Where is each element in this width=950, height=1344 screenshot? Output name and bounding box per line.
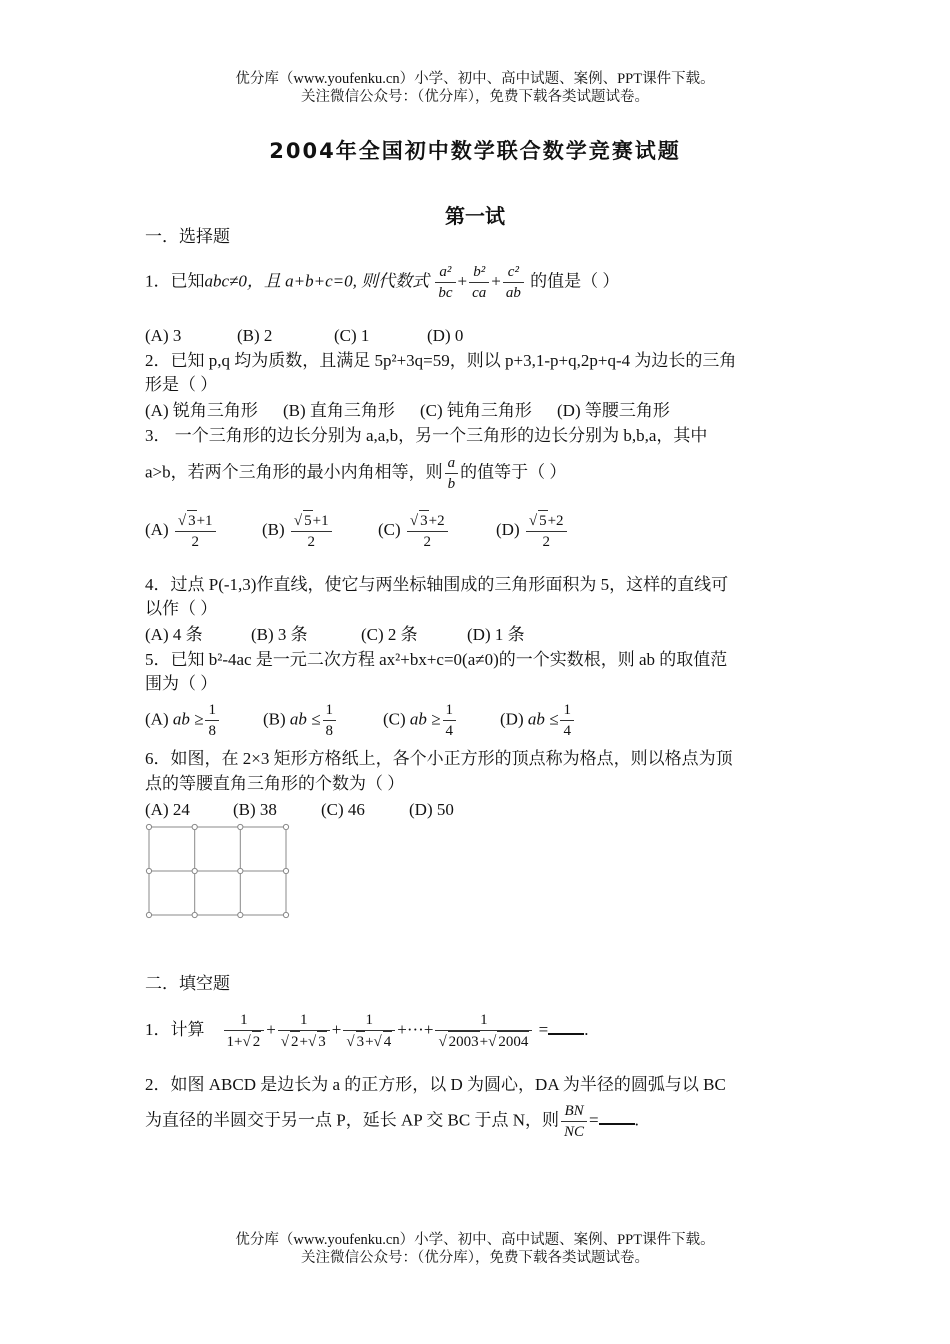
lattice-point <box>238 912 243 917</box>
f2-answer-blank <box>599 1109 635 1125</box>
lattice-point <box>283 868 288 873</box>
q4-option-b: (B) 3 条 <box>251 625 308 644</box>
q6-option-a: (A) 24 <box>145 800 190 819</box>
q6-option-d: (D) 50 <box>409 800 454 819</box>
q2-option-d: (D) 等腰三角形 <box>557 401 670 420</box>
q2-options <box>145 400 670 422</box>
exam-subtitle: 第一试 <box>445 204 505 228</box>
q1-option-c: (C) 1 <box>334 326 370 345</box>
q6-option-b: (B) 38 <box>233 800 277 819</box>
q6-line-1: 6．如图，在 2×3 矩形方格纸上，各个小正方形的顶点称为格点，则以格点为顶 <box>145 749 733 768</box>
lattice-point <box>146 868 151 873</box>
q1-term-3: $\frac{\text{c²}}{ab}$ <box>503 262 524 303</box>
exam-title: 2004年全国初中数学联合数学竞赛试题 <box>269 139 681 163</box>
lattice-point <box>238 824 243 829</box>
q5-option-b: (B) ab ≤ $\frac{1}{8}$ <box>263 700 383 741</box>
f1-term-1: $\frac{1}{1+√ 2}$ <box>224 1010 265 1052</box>
q2-line-2: 形是（ ） <box>145 375 218 394</box>
q1-option-a: (A) 3 <box>145 326 182 345</box>
grid-figure <box>144 822 294 922</box>
lattice-point <box>283 912 288 917</box>
lattice-point <box>146 912 151 917</box>
q5-option-a: (A) ab ≥ $\frac{1}{8}$ <box>145 700 263 741</box>
f1-answer-blank <box>548 1019 584 1035</box>
q3-option-a: (A) $\frac{√ 3+1}{2}$ <box>145 510 262 552</box>
q5-option-c: (C) ab ≥ $\frac{1}{4}$ <box>383 700 500 741</box>
q4-options <box>145 624 525 646</box>
q5-line-2: 围为（ ） <box>145 674 218 693</box>
q5-options <box>145 700 576 741</box>
f1-term-3: $\frac{1}{√ 3+√ 4}$ <box>343 1010 395 1052</box>
q3-options <box>145 510 569 552</box>
f2-line-2: 为直径的半圆交于另一点 P，延长 AP 交 BC 于点 N，则 $\frac{BN}{NC}$ = . <box>145 1103 639 1140</box>
q5-line-1: 5．已知 b²-4ac 是一元二次方程 ax²+bx+c=0(a≠0)的一个实数根，则 ab 的取值范 <box>145 650 728 669</box>
lattice-point <box>192 824 197 829</box>
q4-option-a: (A) 4 条 <box>145 625 203 644</box>
question-1: 1．已知abc≠0，且 a+b+c=0, 则代数式 $\frac{\text{a²}}{bc}$ + $\frac{\text{b²}}{ca}$ + $\frac{\text{c²}}{ab}$ 的值是（ ） <box>145 264 620 301</box>
q1-prefix: 1．已知 <box>145 271 205 291</box>
footer-line-1: 优分库（www.youfenku.cn）小学、初中、高中试题、案例、PPT课件下载。 <box>235 1232 715 1248</box>
f2-ratio-fraction: $\frac{BN}{NC}$ <box>561 1101 587 1142</box>
q5-option-d: (D) ab ≤ $\frac{1}{4}$ <box>500 700 576 741</box>
q2-option-a: (A) 锐角三角形 <box>145 401 258 420</box>
lattice-point <box>192 912 197 917</box>
q6-line-2: 点的等腰直角三角形的个数为（ ） <box>145 774 405 793</box>
q4-option-d: (D) 1 条 <box>467 625 525 644</box>
q1-term-2: $\frac{\text{b²}}{ca}$ <box>469 262 489 303</box>
q2-option-b: (B) 直角三角形 <box>283 401 395 420</box>
q3-line-1: 3． 一个三角形的边长分别为 a,a,b，另一个三角形的边长分别为 b,b,a，其中 <box>145 426 708 445</box>
q6-options <box>145 799 454 821</box>
lattice-point <box>283 824 288 829</box>
q1-option-b: (B) 2 <box>237 326 273 345</box>
section-heading-fill: 二．填空题 <box>145 974 230 993</box>
q3-ratio-fraction: $\frac{a}{b}$ <box>445 453 459 494</box>
lattice-point <box>146 824 151 829</box>
header-line-2: 关注微信公众号：（优分库），免费下载各类试题试卷。 <box>301 89 649 105</box>
q2-line-1: 2．已知 p,q 均为质数，且满足 5p²+3q=59，则以 p+3,1-p+q,2p+q-4 为边长的三角 <box>145 351 737 370</box>
q4-option-c: (C) 2 条 <box>361 625 418 644</box>
q3-option-d: (D) $\frac{√ 5+2}{2}$ <box>496 510 569 552</box>
q1-suffix: 的值是（ ） <box>530 271 620 291</box>
q1-option-d: (D) 0 <box>427 326 464 345</box>
q2-option-c: (C) 钝角三角形 <box>420 401 532 420</box>
header-line-1: 优分库（www.youfenku.cn）小学、初中、高中试题、案例、PPT课件下载。 <box>235 71 715 87</box>
fill-question-1: 1．计算 $\frac{1}{1+√ 2}$ + $\frac{1}{√ 2+√ 3}$ + $\frac{1}{√ 3+√ 4}$ +···+ $\frac{1}{√ 2003+√ 2004}$ = . <box>145 1012 589 1050</box>
lattice-point <box>192 868 197 873</box>
q1-condition: abc≠0，且 a+b+c=0, 则代数式 <box>204 271 430 291</box>
f2-line-1: 2．如图 ABCD 是边长为 a 的正方形，以 D 为圆心，DA 为半径的圆弧与以 BC <box>145 1075 726 1094</box>
q3-line-2: a>b，若两个三角形的最小内角相等，则 $\frac{a}{b}$ 的值等于（ ） <box>145 455 567 492</box>
q4-line-2: 以作（ ） <box>145 599 218 618</box>
q3-option-b: (B) $\frac{√ 5+1}{2}$ <box>262 510 378 552</box>
footer-line-2: 关注微信公众号：（优分库），免费下载各类试题试卷。 <box>301 1250 649 1266</box>
q3-option-c: (C) $\frac{√ 3+2}{2}$ <box>378 510 496 552</box>
f1-term-last: $\frac{1}{√ 2003+√ 2004}$ <box>435 1010 532 1052</box>
q6-option-c: (C) 46 <box>321 800 365 819</box>
q4-line-1: 4．过点 P(-1,3)作直线，使它与两坐标轴围成的三角形面积为 5，这样的直线可 <box>145 575 729 594</box>
lattice-point <box>238 868 243 873</box>
f1-term-2: $\frac{1}{√ 2+√ 3}$ <box>278 1010 330 1052</box>
section-heading-choice: 一．选择题 <box>145 227 230 246</box>
q1-term-1: $\frac{\text{a²}}{bc}$ <box>435 262 455 303</box>
q1-options <box>145 325 463 347</box>
